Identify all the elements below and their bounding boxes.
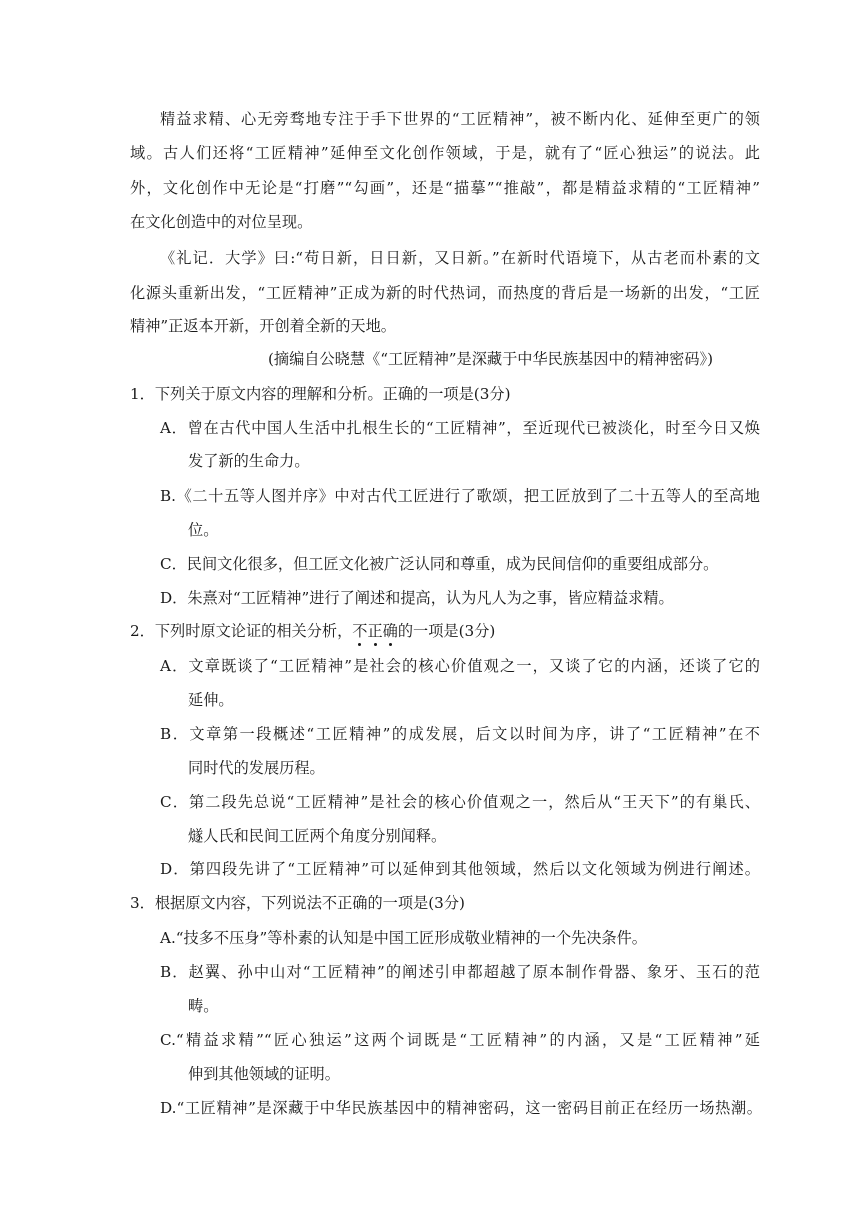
question-1-option-a-line-2: 发了新的生命力。 — [188, 452, 310, 470]
paragraph-1-line-3: 外，文化创作中无论是“打磨”“勾画”，还是“描摹”“推敲”，都是精益求精的“工匠精神” — [130, 179, 760, 197]
emphasis-char-1: 不 — [352, 622, 367, 640]
question-2-option-c-line-1: C．第二段先总说“工匠精神”是社会的核心价值观之一，然后从“王天下”的有巢氏、 — [160, 793, 760, 811]
question-2-stem-suffix: 的一项是(3分) — [397, 622, 496, 640]
question-2-option-a-line-2: 延伸。 — [188, 691, 234, 709]
question-2-option-b-line-2: 同时代的发展历程。 — [188, 759, 325, 777]
emphasis-char-2: 正 — [367, 622, 382, 640]
question-2-option-a-line-1: A．文章既谈了“工匠精神”是社会的核心价值观之一，又谈了它的内涵，还谈了它的 — [160, 657, 760, 675]
paragraph-1-line-2: 域。古人们还将“工匠精神”延伸至文化创作领域，于是，就有了“匠心独运”的说法。此 — [130, 144, 760, 162]
question-3-option-a: A.“技多不压身”等朴素的认知是中国工匠形成敬业精神的一个先决条件。 — [160, 929, 647, 947]
question-1-stem: 1．下列关于原文内容的理解和分析。正确的一项是(3分) — [130, 385, 511, 403]
question-1-option-b-line-2: 位。 — [188, 521, 219, 539]
question-2-option-b-line-1: B．文章第一段概述“工匠精神”的成发展，后文以时间为序，讲了“工匠精神”在不 — [160, 725, 760, 743]
question-3-option-d: D.“工匠精神”是深藏于中华民族基因中的精神密码，这一密码目前正在经历一场热潮。 — [160, 1099, 762, 1117]
source-citation: (摘编自公晓慧《“工匠精神”是深藏于中华民族基因中的精神密码》) — [268, 350, 714, 368]
paragraph-2-line-2: 化源头重新出发，“工匠精神”正成为新的时代热词，而热度的背后是一场新的出发，“工匠 — [130, 284, 760, 302]
question-3-option-c-line-2: 伸到其他领域的证明。 — [188, 1065, 340, 1083]
question-2-stem — [130, 621, 495, 641]
paragraph-2-line-1: 《礼记．大学》曰:“苟日新，日日新，又日新。”在新时代语境下，从古老而朴素的文 — [160, 249, 760, 267]
question-3-option-c-line-1: C.“精益求精”“匠心独运”这两个词既是“工匠精神”的内涵，又是“工匠精神”延 — [160, 1031, 760, 1049]
question-1-option-c: C．民间文化很多，但工匠文化被广泛认同和尊重，成为民间信仰的重要组成部分。 — [160, 555, 719, 573]
emphasis-char-3: 确 — [383, 622, 398, 640]
question-2-stem-prefix: 2．下列时原文论证的相关分析， — [130, 622, 353, 640]
question-1-option-d: D．朱熹对“工匠精神”进行了阐述和提高，认为凡人为之事，皆应精益求精。 — [160, 589, 674, 607]
question-1-option-b-line-1: B.《二十五等人图并序》中对古代工匠进行了歌颂，把工匠放到了二十五等人的至高地 — [160, 487, 760, 505]
paragraph-1-line-4: 在文化创造中的对位呈现。 — [130, 213, 313, 231]
question-3-option-b-line-1: B．赵翼、孙中山对“工匠精神”的阐述引申都超越了原本制作骨器、象牙、玉石的范 — [160, 963, 760, 981]
paragraph-1-line-1: 精益求精、心无旁骛地专注于手下世界的“工匠精神”，被不断内化、延伸至更广的领 — [160, 110, 760, 128]
question-3-stem: 3．根据原文内容，下列说法不正确的一项是(3分) — [130, 894, 465, 912]
question-1-option-a-line-1: A．曾在古代中国人生活中扎根生长的“工匠精神”，至近现代已被淡化，时至今日又焕 — [160, 419, 760, 437]
paragraph-2-line-3: 精神”正返本开新，开创着全新的天地。 — [130, 317, 396, 335]
question-2-option-d: D．第四段先讲了“工匠精神”可以延伸到其他领域，然后以文化领域为例进行阐述。 — [160, 860, 760, 878]
question-3-option-b-line-2: 畴。 — [188, 997, 219, 1015]
question-2-option-c-line-2: 燧人氏和民间工匠两个角度分别闻释。 — [188, 827, 447, 845]
